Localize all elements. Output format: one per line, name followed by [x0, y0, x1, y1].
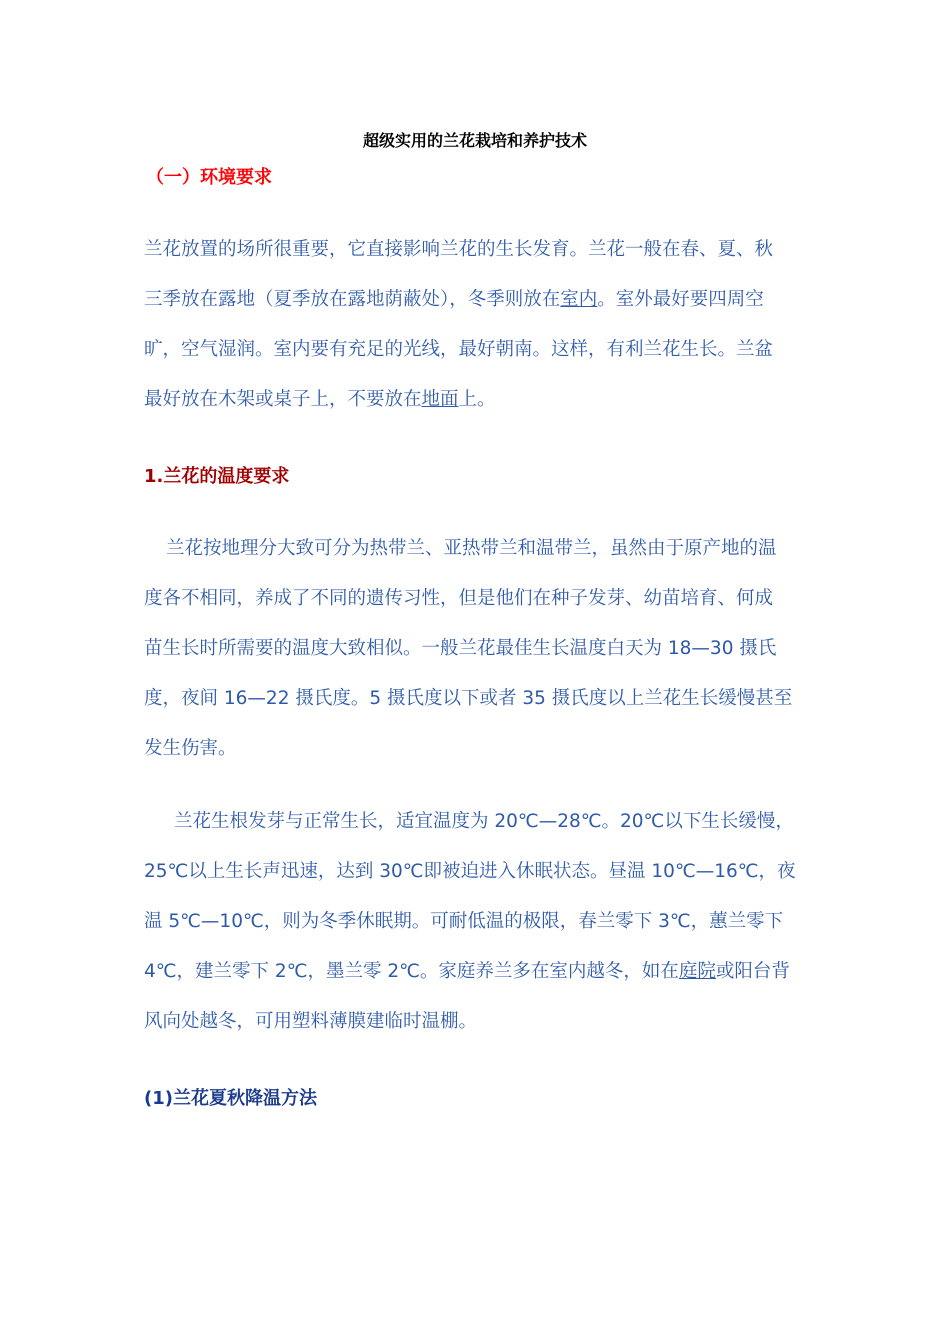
- link-ground[interactable]: 地面: [421, 389, 459, 410]
- text-line: 旷，空气湿润。室内要有充足的光线，最好朝南。这样，有利兰花生长。兰盆: [144, 339, 774, 360]
- paragraph-placement: [144, 225, 804, 425]
- text-line: 苗生长时所需要的温度大致相似。一般兰花最佳生长温度白天为 18—30 摄氏: [144, 638, 777, 659]
- text-line: 兰花按地理分大致可分为热带兰、亚热带兰和温带兰，虽然由于原产地的温: [166, 538, 777, 559]
- paragraph-temperature-types: [144, 524, 804, 774]
- text-span: 最好放在木架或桌子上，不要放在: [144, 389, 422, 410]
- link-indoor[interactable]: 室内: [560, 289, 598, 310]
- text-line: 发生伤害。: [144, 738, 237, 759]
- document-title: 超级实用的兰花栽培和养护技术: [362, 131, 587, 150]
- text-line: 兰花放置的场所很重要，它直接影响兰花的生长发育。兰花一般在春、夏、秋: [144, 239, 774, 260]
- sub-heading-cooling-methods: (1)兰花夏秋降温方法: [144, 1088, 317, 1109]
- text-line: 度，夜间 16—22 摄氏度。5 摄氏度以下或者 35 摄氏度以上兰花生长缓慢甚至: [144, 688, 793, 709]
- text-line: [144, 275, 804, 325]
- text-line: 25℃以上生长声迅速，达到 30℃即被迫进入休眠状态。昼温 10℃—16℃，夜: [144, 861, 796, 882]
- text-line: 兰花生根发芽与正常生长，适宜温度为 20℃—28℃。20℃以下生长缓慢，: [174, 811, 794, 832]
- text-span: 三季放在露地（夏季放在露地荫蔽处），冬季则放在: [144, 289, 561, 310]
- paragraph-growth-temperature: [144, 797, 804, 1047]
- text-span: 。室外最好要四周空: [597, 289, 764, 310]
- text-span: 4℃，建兰零下 2℃，墨兰零 2℃。家庭养兰多在室内越冬，如在: [144, 961, 679, 982]
- text-line: [144, 375, 804, 425]
- text-line: 温 5℃—10℃，则为冬季休眠期。可耐低温的极限，春兰零下 3℃，蕙兰零下: [144, 911, 784, 932]
- text-line: 风向处越冬，可用塑料薄膜建临时温棚。: [144, 1011, 478, 1032]
- sub-heading-temperature: 1.兰花的温度要求: [144, 466, 290, 487]
- text-span: 或阳台背: [715, 961, 790, 982]
- text-line: [144, 947, 804, 997]
- link-courtyard[interactable]: 庭院: [678, 961, 716, 982]
- section-heading-environment: （一）环境要求: [146, 167, 272, 188]
- text-line: 度各不相同，养成了不同的遗传习性，但是他们在种子发芽、幼苗培育、何成: [144, 588, 774, 609]
- text-span: 上。: [458, 389, 496, 410]
